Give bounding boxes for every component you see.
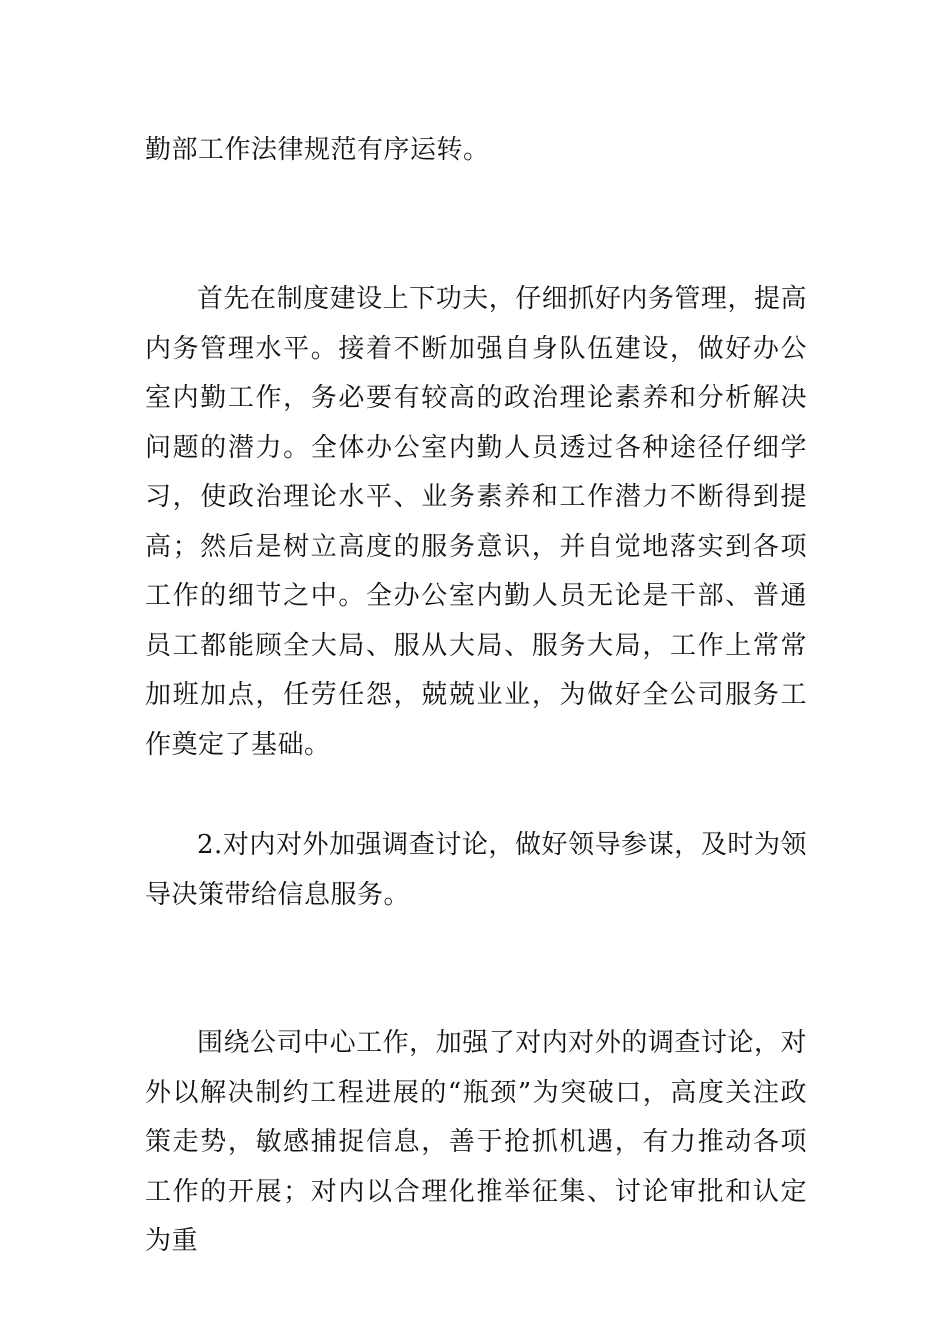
paragraph-internal-management: 首先在制度建设上下功夫，仔细抓好内务管理，提高内务管理水平。接着不断加强自身队伍建设，做好办公室内勤工作，务必要有较高的政治理论素养和分析解决问题的潜力。全体办公室内勤人员透过各种途径仔细学习，使政治理论水平、业务素养和工作潜力不断得到提高；然后是树立高度的服务意识，并自觉地落实到各项工作的细节之中。全办公室内勤人员无论是干部、普通员工都能顾全大局、服从大局、服务大局，工作上常常加班加点，任劳任怨，兢兢业业，为做好全公司服务工作奠定了基础。 bbox=[145, 284, 807, 760]
paragraph-continuation: 勤部工作法律规范有序运转。 bbox=[145, 135, 490, 165]
paragraph-research-details: 围绕公司中心工作，加强了对内对外的调查讨论，对外以解决制约工程进展的“瓶颈”为突破口，高度关注政策走势，敏感捕捉信息，善于抢抓机遇，有力推动各项工作的开展；对内以合理化推举征集、讨论审批和认定为重 bbox=[145, 1028, 807, 1256]
paragraph-heading-research: 2.对内对外加强调查讨论，做好领导参谋，及时为领导决策带给信息服务。 bbox=[145, 830, 807, 910]
